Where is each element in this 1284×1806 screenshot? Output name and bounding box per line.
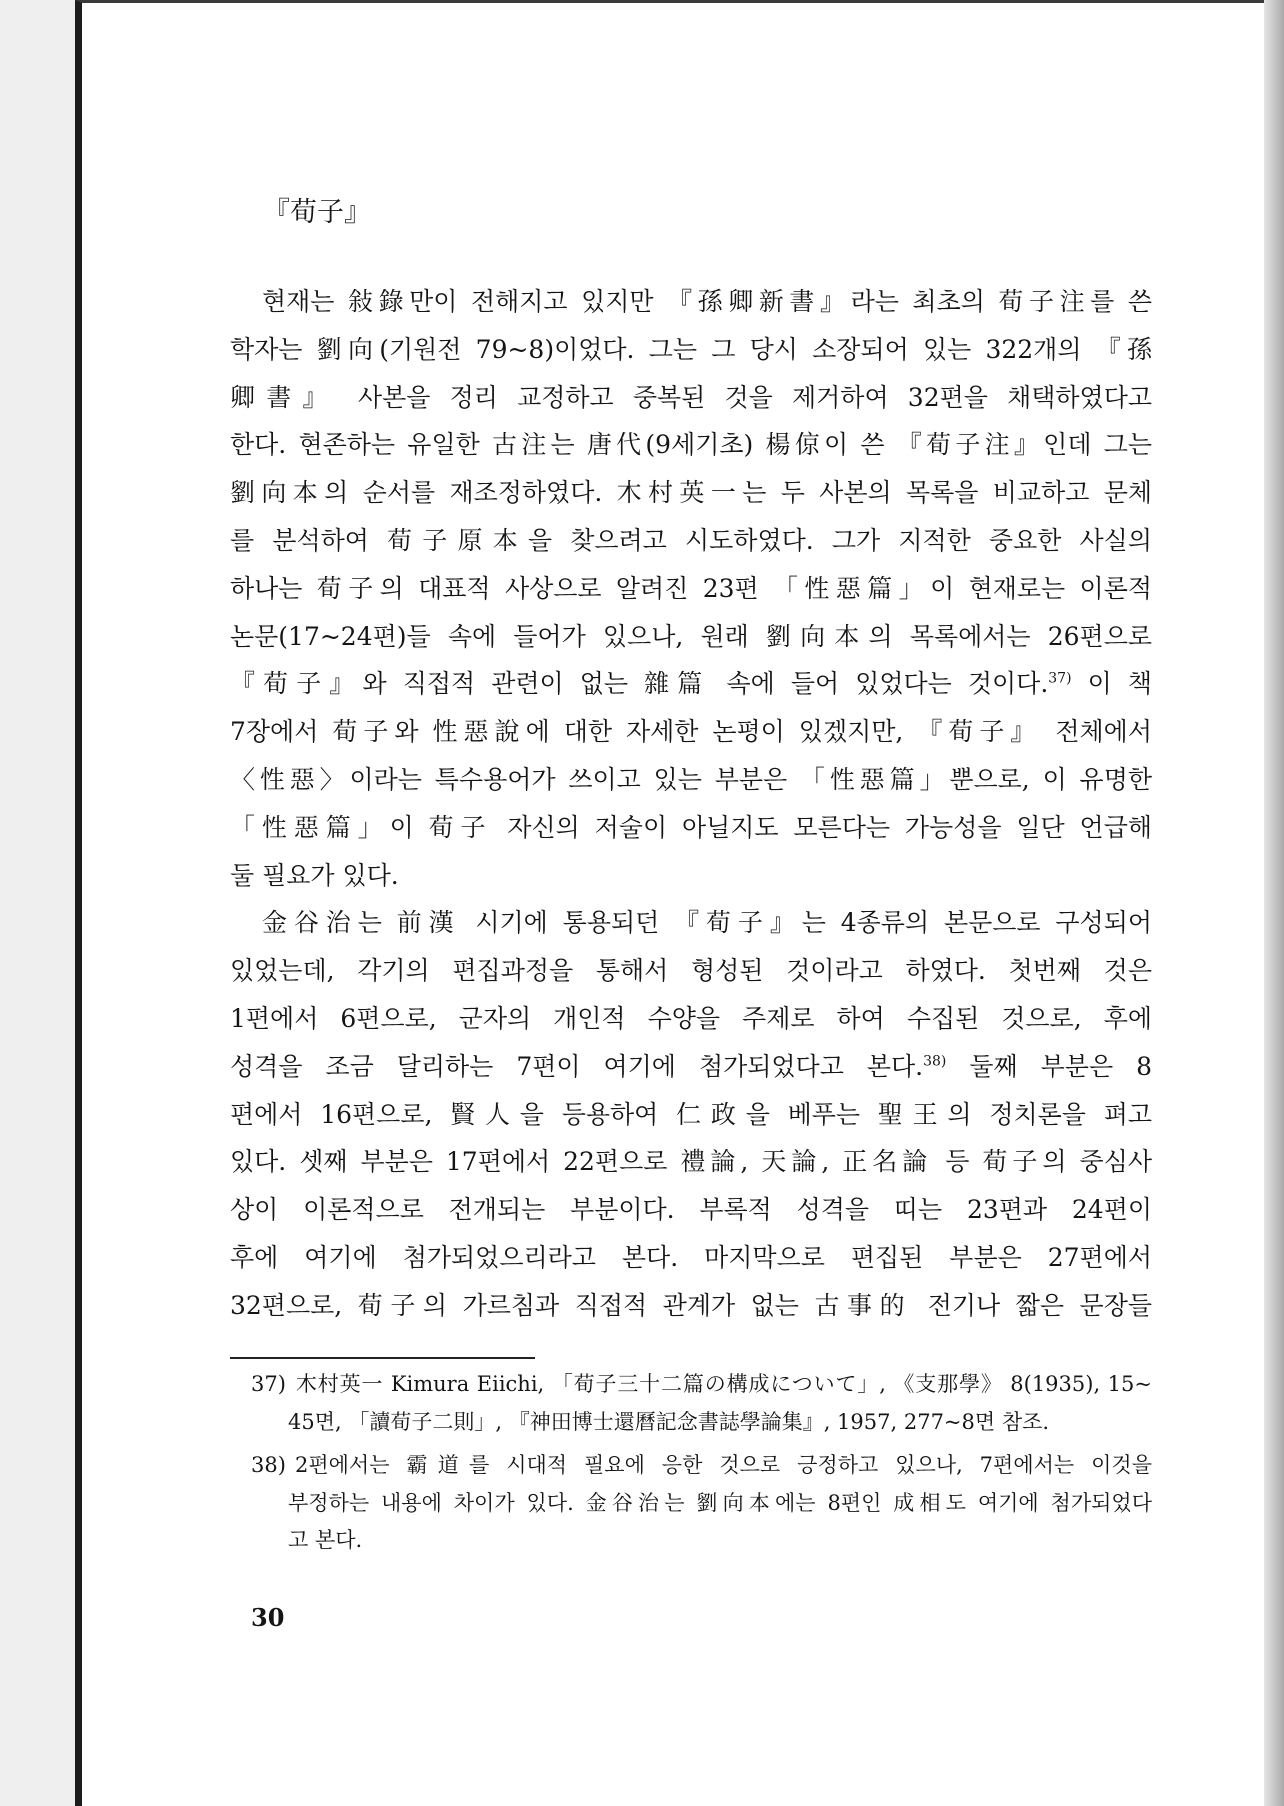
page-number: 30	[251, 1603, 285, 1632]
paragraph	[230, 278, 1152, 899]
footnote-line	[251, 1447, 1152, 1485]
text-line: 32편으로, 荀子의 가르침과 직접적 관계가 없는 古事的 전기나 짧은 문장들	[230, 1290, 1152, 1320]
text-line: 편에서 16편으로, 賢人을 등용하여 仁政을 베푸는 聖王의 정치론을 펴고	[230, 1099, 1152, 1129]
footnote-line: 고 본다.	[288, 1528, 363, 1552]
footnote-divider	[230, 1357, 535, 1359]
text-line: 金谷治는 前漢 시기에 통용되던 『荀子』는 4종류의 본문으로 구성되어	[262, 908, 1152, 938]
text-line: 상이 이론적으로 전개되는 부분이다. 부록적 성격을 띠는 23편과 24편이	[230, 1195, 1152, 1225]
footnote	[251, 1366, 1152, 1441]
text-line: 있었는데, 각기의 편집과정을 통해서 형성된 것이라고 하였다. 첫번째 것은	[230, 956, 1152, 986]
footnote-text: 木村英一 Kimura Eiichi, 「荀子三十二篇の構成について」, 《支那學》 8(1935), 15~	[295, 1372, 1152, 1396]
footnotes	[251, 1366, 1152, 1560]
footnote-reference: 38)	[923, 1053, 947, 1070]
text-line: 1편에서 6편으로, 군자의 개인적 수양을 주제로 하여 수집된 것으로, 후에	[230, 1003, 1152, 1033]
text-line: 「性惡篇」이 荀子 자신의 저술이 아닐지도 모른다는 가능성을 일단 언급해	[230, 812, 1152, 842]
footnote-marker: 38)	[251, 1453, 286, 1477]
text-line: 둘 필요가 있다.	[230, 860, 399, 890]
text-line: 卿書』 사본을 정리 교정하고 중복된 것을 제거하여 32편을 채택하였다고	[230, 382, 1152, 412]
footnote-reference: 37)	[1048, 671, 1072, 688]
text-line: 를 분석하여 荀子原本을 찾으려고 시도하였다. 그가 지적한 중요한 사실의	[230, 525, 1152, 555]
footnote-text: 2편에서는 霸道를 시대적 필요에 응한 것으로 긍정하고 있으나, 7편에서는 이것을	[295, 1453, 1152, 1477]
text-line: 논문(17~24편)들 속에 들어가 있으나, 원래 劉向本의 목록에서는 26편으로	[230, 621, 1152, 651]
text-segment: 성격을 조금 달리하는 7편이 여기에 첨가되었다고 본다.	[230, 1051, 924, 1081]
text-line: 현재는 敍錄만이 전해지고 있지만 『孫卿新書』라는 최초의 荀子注를 쓴	[262, 287, 1152, 316]
text-line: 한다. 현존하는 유일한 古注는 唐代(9세기초) 楊倞이 쓴 『荀子注』인데 그는	[230, 430, 1152, 460]
text-segment: 『荀子』와 직접적 관련이 없는 雜篇 속에 들어 있었다는 것이다.	[230, 669, 1049, 699]
page-edge-shadow	[1264, 0, 1284, 1806]
footnote-line: 부정하는 내용에 차이가 있다. 金谷治는 劉向本에는 8편인 成相도 여기에 첨가되었다	[288, 1490, 1152, 1515]
text-line: 후에 여기에 첨가되었으리라고 본다. 마지막으로 편집된 부분은 27편에서	[230, 1242, 1152, 1272]
text-line	[230, 1043, 1152, 1091]
text-segment: 이 책	[1071, 669, 1152, 699]
paragraph	[230, 899, 1152, 1329]
footnote	[251, 1447, 1152, 1560]
footnote-line: 45면, 「讀荀子二則」, 『神田博士還曆記念書誌學論集』, 1957, 277~8면 참조.	[288, 1409, 1050, 1434]
text-line: 7장에서 荀子와 性惡說에 대한 자세한 논평이 있겠지만, 『荀子』 전체에서	[230, 717, 1152, 747]
footnote-marker: 37)	[251, 1372, 286, 1396]
text-line	[230, 660, 1152, 708]
text-line: 학자는 劉向(기원전 79~8)이었다. 그는 그 당시 소장되어 있는 322개의 『孫	[230, 334, 1152, 364]
text-line: 있다. 셋째 부분은 17편에서 22편으로 禮論, 天論, 正名論 등 荀子의 중심사	[230, 1147, 1152, 1177]
text-line: 하나는 荀子의 대표적 사상으로 알려진 23편 「性惡篇」이 현재로는 이론적	[230, 573, 1152, 603]
text-segment: 둘째 부분은 8	[946, 1051, 1152, 1081]
body-text	[230, 278, 1152, 1330]
section-heading: 『荀子』	[263, 197, 371, 228]
book-page	[75, 0, 1264, 1806]
text-line: 劉向本의 순서를 재조정하였다. 木村英一는 두 사본의 목록을 비교하고 문체	[230, 478, 1152, 508]
footnote-line	[251, 1366, 1152, 1404]
text-line: 〈性惡〉이라는 특수용어가 쓰이고 있는 부분은 「性惡篇」뿐으로, 이 유명한	[230, 764, 1152, 794]
